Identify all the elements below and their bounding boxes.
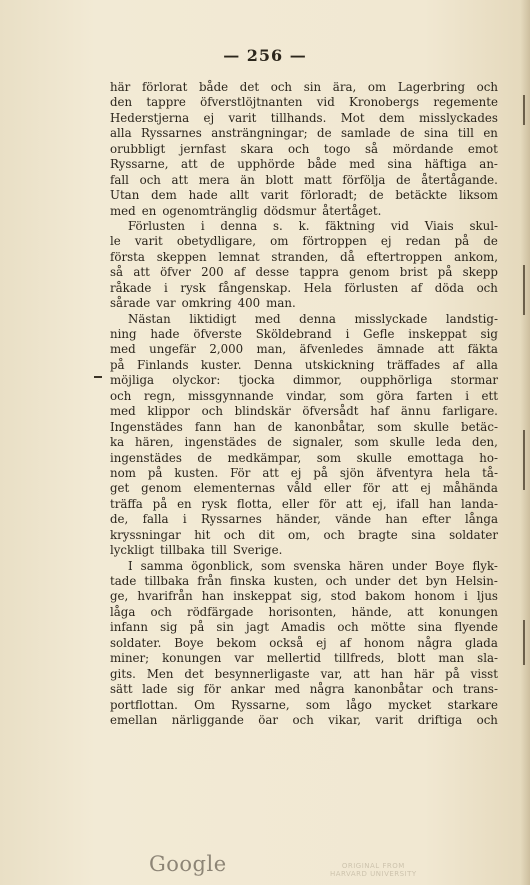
text-line: sätt lade sig för ankar med några kanonbåtar och trans- bbox=[110, 682, 498, 697]
edge-mark bbox=[523, 95, 525, 125]
google-logo-watermark: Google bbox=[149, 852, 227, 876]
text-line: ge, hvarifrån han inskeppat sig, stod bakom honom i ljus bbox=[110, 589, 498, 604]
text-line: tade tillbaka från finska kusten, och under det byn Helsin- bbox=[110, 574, 498, 588]
text-line: med en ogenomtränglig dödsmur återtåget. bbox=[110, 203, 382, 218]
text-line: emellan närliggande öar och vikar, varit driftiga och bbox=[110, 712, 498, 727]
text-line: orubbligt jernfast skara och togo så mördande emot bbox=[110, 141, 498, 156]
text-line: första skeppen lemnat stranden, då eftertroppen ankom, bbox=[110, 249, 498, 264]
text-line: möjliga olyckor: tjocka dimmor, oupphörliga stormar bbox=[110, 373, 498, 388]
edge-mark bbox=[523, 265, 525, 315]
text-line: med ungefär 2,000 man, äfvenledes ämnade att fäkta bbox=[110, 342, 498, 357]
text-line: ka hären, ingenstädes de signaler, som skulle leda den, bbox=[110, 435, 498, 450]
text-line: med klippor och blindskär öfversådt haf ännu farligare. bbox=[110, 404, 498, 419]
page-body-text bbox=[110, 80, 498, 728]
text-line: den tappre öfverstlöjtnanten vid Kronobergs regemente bbox=[110, 95, 498, 110]
text-line: träffa på en rysk flotta, eller för att ej, ifall han landa- bbox=[110, 496, 498, 511]
text-line: nom på kusten. För att ej på sjön äfventyra hela tå- bbox=[110, 465, 498, 480]
source-watermark bbox=[330, 862, 417, 878]
text-line: på Finlands kuster. Denna utskickning träffades af alla bbox=[110, 357, 498, 372]
edge-mark bbox=[523, 620, 525, 665]
text-line: alla Ryssarnes ansträngningar; de samlade de sina till en bbox=[110, 126, 498, 141]
watermark-line: HARVARD UNIVERSITY bbox=[330, 870, 417, 878]
text-line: så att öfver 200 af desse tappra genom brist på skepp bbox=[110, 265, 498, 280]
text-line: och regn, missgynnande vindar, som göra farten i ett bbox=[110, 388, 498, 403]
text-line: kryssningar hit och dit om, och bragte sina soldater bbox=[110, 527, 498, 542]
watermark-line: ORIGINAL FROM bbox=[341, 862, 405, 870]
text-line: Förlusten i denna s. k. fäktning vid Viais skul- bbox=[128, 218, 498, 233]
text-line: soldater. Boye bekom också ej af honom några glada bbox=[110, 635, 498, 650]
text-line: infann sig på sin jagt Amadis och mötte sina flyende bbox=[110, 620, 498, 635]
text-line: miner; konungen var mellertid tillfreds, blott man sla- bbox=[110, 651, 498, 666]
text-line: get genom elementernas våld eller för att ej måhända bbox=[110, 481, 498, 496]
text-line: gits. Men det besynnerligaste var, att han här på visst bbox=[110, 666, 498, 681]
text-line: Ryssarne, att de upphörde både med sina häftiga an- bbox=[110, 157, 498, 172]
margin-mark bbox=[94, 376, 102, 378]
page-number: — 256 — bbox=[223, 46, 307, 65]
text-line: de, falla i Ryssarnes händer, vände han efter långa bbox=[110, 512, 498, 527]
text-line: portflottan. Om Ryssarne, som lågo mycket starkare bbox=[110, 697, 498, 712]
edge-mark bbox=[523, 430, 525, 490]
text-line: Utan dem hade allt varit förloradt; de betäckte liksom bbox=[110, 188, 498, 203]
text-line: fall och att mera än blott matt förfölja de återtågande. bbox=[110, 172, 498, 187]
text-line: ingenstädes de medkämpar, som skulle emottaga ho- bbox=[110, 450, 498, 465]
text-line: I samma ögonblick, som svenska hären under Boye flyk- bbox=[128, 558, 498, 573]
text-line: sårade var omkring 400 man. bbox=[110, 296, 296, 311]
text-line: Nästan liktidigt med denna misslyckade landstig- bbox=[128, 311, 498, 326]
text-line: Hederstjerna ej varit tillhands. Mot dem misslyckades bbox=[110, 110, 498, 125]
text-line: låga och rödfärgade horisonten, hände, att konungen bbox=[110, 604, 498, 619]
page-edge bbox=[520, 0, 530, 885]
text-line: råkade i rysk fångenskap. Hela förlusten af döda och bbox=[110, 280, 498, 295]
text-line: lyckligt tillbaka till Sverige. bbox=[110, 543, 283, 558]
text-line: här förlorat både det och sin ära, om Lagerbring och bbox=[110, 80, 498, 94]
text-line: le varit obetydligare, om förtroppen ej redan på de bbox=[110, 234, 498, 249]
text-line: ning hade öfverste Sköldebrand i Gefle inskeppat sig bbox=[110, 327, 498, 341]
text-line: Ingenstädes fann han de kanonbåtar, som skulle betäc- bbox=[110, 419, 498, 434]
